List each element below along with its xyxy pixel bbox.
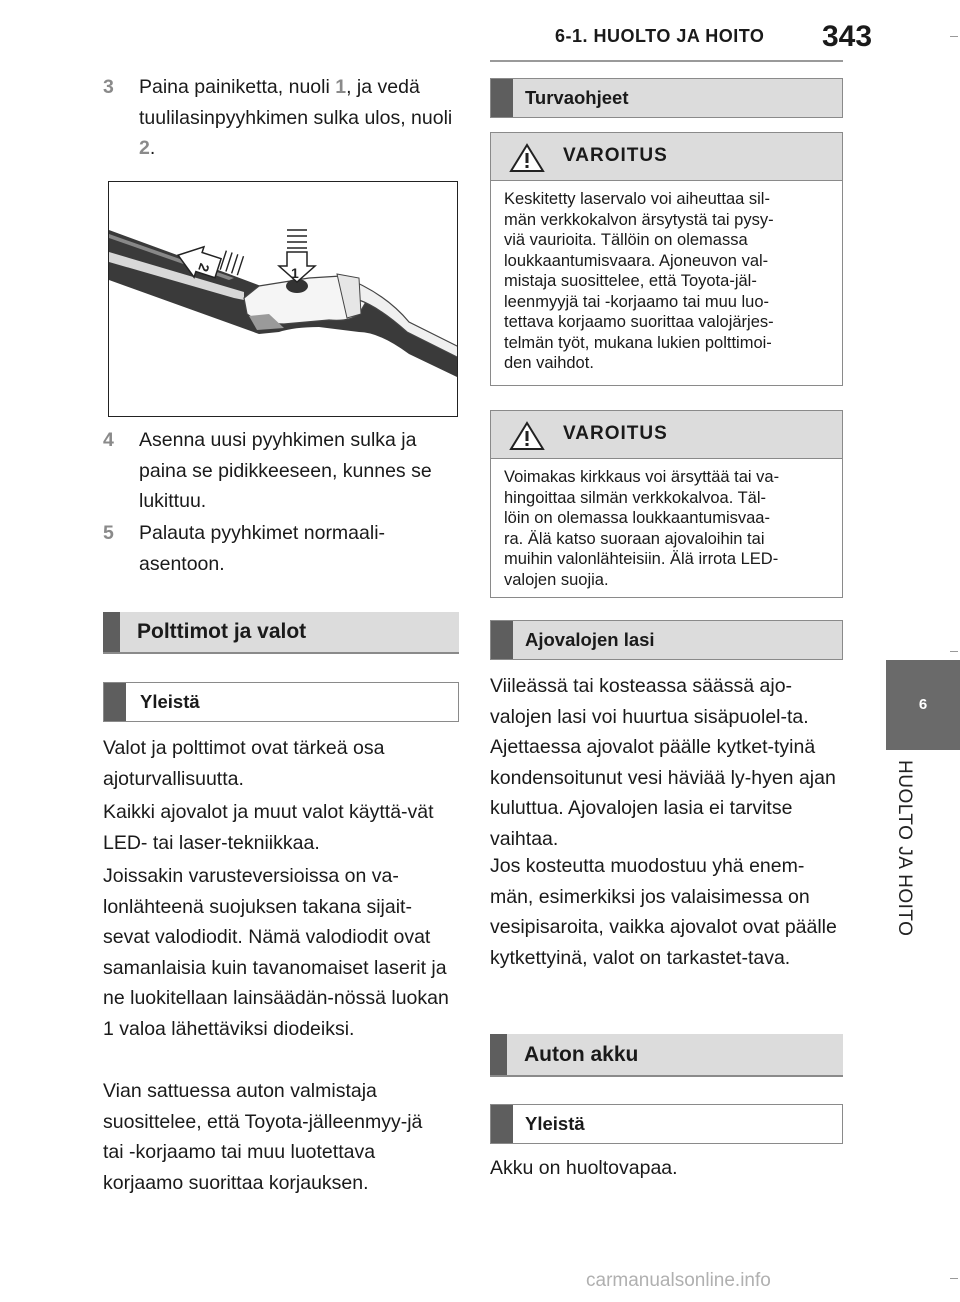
step-text: Asenna uusi pyyhkimen sulka ja paina se pidikkeeseen, kunnes se lukittuu. bbox=[139, 429, 432, 512]
warning-triangle-icon bbox=[509, 143, 545, 173]
arrow-2-ref: 2 bbox=[139, 137, 150, 159]
subsection-title: Turvaohjeet bbox=[525, 87, 629, 108]
figure-label-1: 1 bbox=[291, 265, 299, 281]
step-number: 5 bbox=[103, 522, 114, 544]
watermark: carmanualsonline.info bbox=[586, 1270, 771, 1291]
wiper-blade-figure bbox=[108, 181, 458, 417]
warning-box bbox=[490, 410, 843, 598]
step-4 bbox=[103, 425, 463, 517]
arrow-1-ref: 1 bbox=[335, 76, 347, 98]
step-number: 4 bbox=[103, 429, 114, 451]
header-section-title: 6-1. HUOLTO JA HOITO bbox=[555, 26, 765, 46]
step-text: Paina painiketta, nuoli 1, ja vedä tuulilasinpyyhkimen sulka ulos, nuoli 2. bbox=[139, 76, 453, 159]
trim-mark bbox=[950, 36, 958, 37]
chapter-side-label: HUOLTO JA HOITO bbox=[894, 760, 915, 937]
subsection-header-yleista bbox=[490, 1104, 843, 1144]
warning-title: VAROITUS bbox=[563, 423, 668, 444]
paragraph: Joissakin varusteversioissa on va-lonlähteenä suojuksen takana sijait-sevat valodiodit. Nämä valodiodit ovat samanlaisia kuin tavanomaiset laserit ja ne luokitellaan lainsäädän-nössä luokan 1 valoa lähettäviksi diodeiksi. bbox=[103, 865, 449, 1040]
warning-title: VAROITUS bbox=[563, 145, 668, 166]
paragraph: Valot ja polttimot ovat tärkeä osa ajoturvallisuutta. bbox=[103, 737, 385, 790]
page-number: 343 bbox=[822, 20, 873, 53]
chapter-tab[interactable] bbox=[886, 660, 960, 750]
section-header-auton-akku bbox=[490, 1034, 843, 1077]
subsection-title: Yleistä bbox=[525, 1113, 585, 1134]
subsection-title: Ajovalojen lasi bbox=[525, 629, 655, 650]
warning-triangle-icon bbox=[509, 421, 545, 451]
paragraph: Vian sattuessa auton valmistaja suosittelee, että Toyota-jälleenmyy-jä tai -korjaamo tai muu luotettava korjaamo suorittaa korjauksen. bbox=[103, 1080, 423, 1194]
step-number: 3 bbox=[103, 76, 114, 98]
paragraph: Jos kosteutta muodostuu yhä enem-män, esimerkiksi jos valaisimessa on vesipisaroita, vaikka ajovalot ovat päälle kytkettyinä, valot on tarkastet-tava. bbox=[490, 855, 837, 969]
trim-mark bbox=[950, 651, 958, 652]
paragraph: Viileässä tai kosteassa säässä ajo-valojen lasi voi huurtua sisäpuolel-ta. Ajettaessa ajovalot päälle kytket-tyinä kondensoitunut vesi häviää ly-hyen ajan kuluttua. Ajovalojen lasia ei tarvitse vaihtaa. bbox=[490, 675, 836, 850]
subsection-header-yleista bbox=[103, 682, 459, 722]
warning-text: Keskitetty laservalo voi aiheuttaa sil- män verkkokalvon ärsytystä tai pysy- viä vaurioita. Tällöin on olemassa loukkaantumisvaara. Ajoneuvon val- mistaja suosittelee, että Toyota-jäl- leenmyyjä tai -korjaamo tai muu luo- tettava korjaamo suorittaa valojärjes- telmän työt, mukana lukien polttimoi- den vaihdot. bbox=[504, 190, 774, 372]
paragraph: Kaikki ajovalot ja muut valot käyttä-vät LED- tai laser-tekniikkaa. bbox=[103, 801, 434, 854]
step-3 bbox=[103, 72, 463, 164]
paragraph: Akku on huoltovapaa. bbox=[490, 1157, 678, 1179]
figure-label-2: 2 bbox=[195, 261, 213, 274]
section-header-polttimot bbox=[103, 612, 459, 654]
subsection-header-ajovalojen-lasi bbox=[490, 620, 843, 660]
step-text: Palauta pyyhkimet normaali-asentoon. bbox=[139, 522, 386, 575]
section-title: Auton akku bbox=[524, 1042, 639, 1066]
section-title: Polttimot ja valot bbox=[137, 620, 307, 643]
wiper-blade-illustration bbox=[109, 182, 458, 417]
warning-box bbox=[490, 132, 843, 386]
trim-mark bbox=[950, 1278, 958, 1279]
subsection-title: Yleistä bbox=[140, 691, 200, 712]
step-5 bbox=[103, 518, 433, 579]
warning-text: Voimakas kirkkaus voi ärsyttää tai va- hingoittaa silmän verkkokalvoa. Täl- löin on olemassa loukkaantumisvaa- ra. Älä katso suoraan ajovaloihin tai muihin valonlähteisiin. Älä irrota LED- valojen suojia. bbox=[504, 468, 780, 589]
header-rule bbox=[490, 60, 843, 62]
subsection-header-turvaohjeet bbox=[490, 78, 843, 118]
chapter-tab-number: 6 bbox=[918, 696, 928, 713]
